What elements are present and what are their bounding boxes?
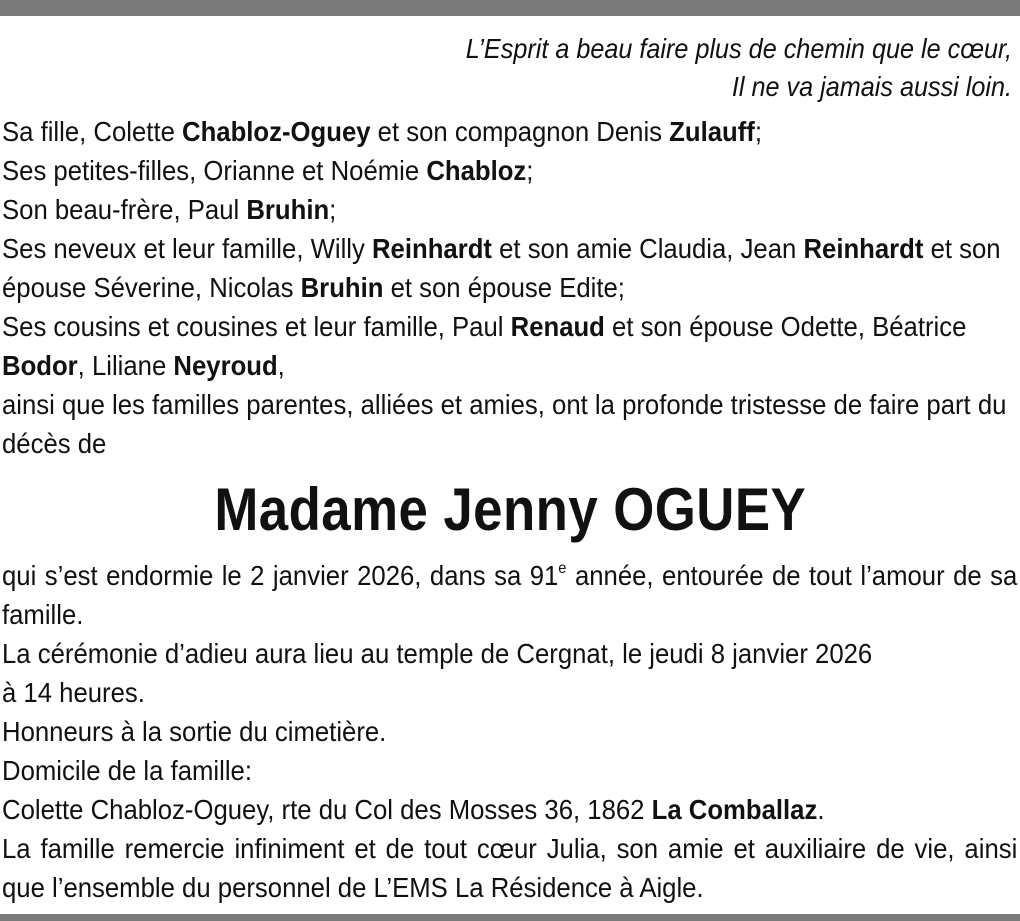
text: qui s’est endormie le 2 janvier 2026, dans sa 91 (2, 560, 559, 591)
surname: Reinhardt (371, 233, 492, 264)
text: , (277, 350, 285, 381)
family-nephews (2, 229, 1017, 307)
family-granddaughters (2, 151, 1017, 190)
text: Ses neveux et leur famille, Willy (2, 233, 372, 264)
text: à 14 heures. (2, 677, 145, 708)
text: . (817, 794, 825, 825)
notice-details (2, 556, 1017, 907)
surname: Neyroud (173, 350, 278, 381)
text: La cérémonie d’adieu aura lieu au temple de Cergnat, le jeudi 8 janvier 2026 (2, 638, 873, 669)
text: Son beau-frère, Paul (2, 194, 247, 225)
text: et son épouse Séverine, Nicolas (2, 233, 1001, 303)
thanks-text: La famille remercie infiniment et de tout cœur Julia, son amie et auxiliaire de vie, ainsi que l’ensemble du personnel de L’EMS La Résidence à Aigle. (2, 833, 1018, 903)
text: , Liliane (77, 350, 174, 381)
text: Colette Chabloz-Oguey, rte du Col des Mosses 36, 1862 (2, 794, 652, 825)
domicile-label: Domicile de la famille: (2, 755, 252, 786)
family-daughter (2, 112, 1017, 151)
text: ; (329, 194, 337, 225)
family-list (2, 112, 1017, 463)
text: Ses petites-filles, Orianne et Noémie (2, 155, 427, 186)
family-brother-in-law (2, 190, 1017, 229)
text: et son amie Claudia, Jean (491, 233, 804, 264)
surname: Bodor (2, 350, 78, 381)
quote-line-2: Il ne va jamais aussi loin. (731, 71, 1012, 102)
text: et son compagnon Denis (370, 116, 670, 147)
surname: Chabloz (426, 155, 527, 186)
surname: Renaud (510, 311, 605, 342)
text: Ses cousins et cousines et leur famille, Paul (2, 311, 511, 342)
surname: Zulauff (669, 116, 755, 147)
ordinal-suffix: e (558, 560, 567, 577)
family-cousins (2, 307, 1017, 385)
honours-info: Honneurs à la sortie du cimetière. (2, 716, 387, 747)
quote-line-1: L’Esprit a beau faire plus de chemin que le cœur, (465, 33, 1012, 64)
text: Sa fille, Colette (2, 116, 183, 147)
surname: Reinhardt (803, 233, 924, 264)
text: et son épouse Edite; (383, 272, 625, 303)
surname: Bruhin (300, 272, 384, 303)
text: ; (526, 155, 534, 186)
text: et son épouse Odette, Béatrice (604, 311, 967, 342)
family-closing: ainsi que les familles parentes, alliées et amies, ont la profonde tristesse de faire part du décès de (2, 389, 1007, 459)
family-address (2, 790, 1017, 829)
ceremony-info (2, 634, 1017, 712)
place-name: La Comballaz (651, 794, 818, 825)
deceased-name-text: Madame Jenny OGUEY (214, 476, 806, 543)
text: ; (754, 116, 762, 147)
deceased-name (0, 474, 1020, 546)
top-rule (0, 0, 1020, 16)
bottom-rule (0, 914, 1020, 921)
passing-sentence (2, 556, 1017, 634)
surname: Bruhin (246, 194, 330, 225)
surname: Chabloz-Oguey (182, 116, 371, 147)
epigraph-quote (466, 30, 1012, 106)
text: année, entourée de tout l’amour de sa famille. (2, 560, 1018, 630)
